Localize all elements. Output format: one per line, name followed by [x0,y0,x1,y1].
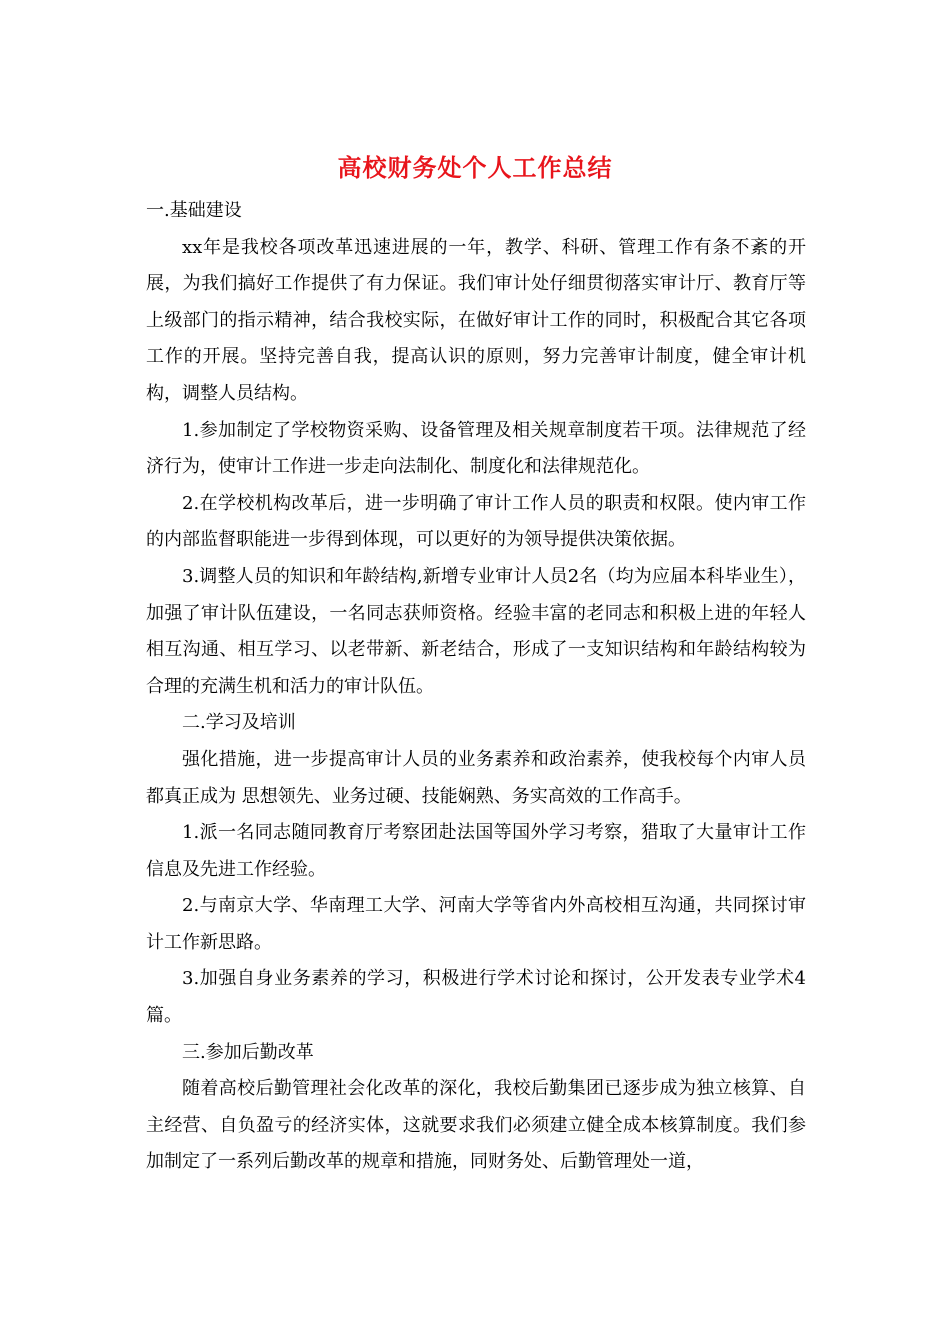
section-heading-3: 三.参加后勤改革 [182,1041,314,1063]
paragraph: 随着高校后勤管理社会化改革的深化，我校后勤集团已逐步成为独立核算、自主经营、自负盈亏的经济实体，这就要求我们必须建立健全成本核算制度。我们参加制定了一系列后勤改革的规章和措施，同财务处、后勤管理处一道， [146,1078,806,1173]
paragraph: 1.参加制定了学校物资采购、设备管理及相关规章制度若干项。法律规范了经济行为，使审计工作进一步走向法制化、制度化和法律规范化。 [146,419,806,478]
paragraph: xx年是我校各项改革迅速进展的一年，教学、科研、管理工作有条不紊的开展，为我们搞好工作提供了有力保证。我们审计处仔细贯彻落实审计厅、教育厅等上级部门的指示精神，结合我校实际，在做好审计工作的同时，积极配合其它各项工作的开展。坚持完善自我，提高认识的原则，努力完善审计制度，健全审计机构，调整人员结构。 [146,236,806,404]
paragraph: 3.调整人员的知识和年龄结构,新增专业审计人员2名（均为应届本科毕业生），加强了审计队伍建设，一名同志获师资格。经验丰富的老同志和积极上进的年轻人相互沟通、相互学习、以老带新、新老结合，形成了一支知识结构和年龄结构较为合理的充满生机和活力的审计队伍。 [146,565,806,697]
paragraph: 1.派一名同志随同教育厅考察团赴法国等国外学习考察，猎取了大量审计工作信息及先进工作经验。 [146,822,806,880]
paragraph: 2.与南京大学、华南理工大学、河南大学等省内外高校相互沟通，共同探讨审计工作新思路。 [146,895,806,953]
paragraph: 3.加强自身业务素养的学习，积极进行学术讨论和探讨，公开发表专业学术4篇。 [146,968,806,1027]
section-heading-1: 一.基础建设 [146,200,242,221]
document-body [146,193,806,1181]
document-title: 高校财务处个人工作总结 [337,153,613,182]
section-heading-2: 二.学习及培训 [182,712,296,734]
paragraph: 2.在学校机构改革后，进一步明确了审计工作人员的职责和权限。使内审工作的内部监督职能进一步得到体现，可以更好的为领导提供决策依据。 [146,492,806,551]
paragraph: 强化措施，进一步提高审计人员的业务素养和政治素养，使我校每个内审人员都真正成为 思想领先、业务过硬、技能娴熟、务实高效的工作高手。 [146,748,806,807]
